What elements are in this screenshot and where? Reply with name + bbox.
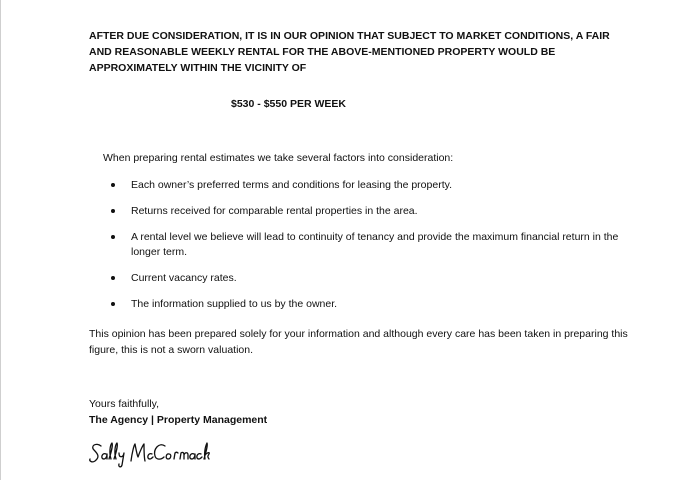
factor-text: Current vacancy rates. — [131, 272, 237, 284]
disclaimer-text: This opinion has been prepared solely for your information and although every care has been taken in preparing this figure, this is not a sworn valuation. — [89, 328, 628, 356]
factor-item — [103, 271, 633, 286]
rental-estimate-range: $530 - $550 PER WEEK — [231, 98, 346, 110]
handwritten-signature — [87, 437, 217, 471]
bullet-icon — [111, 209, 115, 213]
bullet-icon — [111, 302, 115, 306]
factors-list — [103, 178, 633, 323]
factor-item — [103, 204, 633, 219]
factor-item — [103, 297, 633, 312]
closing-salutation: Yours faithfully, — [89, 398, 160, 410]
bullet-icon — [111, 183, 115, 187]
bullet-icon — [111, 235, 115, 239]
rental-opinion-statement: AFTER DUE CONSIDERATION, IT IS IN OUR OPINION THAT SUBJECT TO MARKET CONDITIONS, A FAIR AND REASONABLE WEEKLY RENTAL FOR THE ABOVE-MENTIONED PROPERTY WOULD BE APPROXIMATELY WITHIN THE VICINITY OF — [89, 30, 610, 74]
factor-text: Returns received for comparable rental properties in the area. — [131, 205, 418, 217]
factor-text: Each owner’s preferred terms and conditions for leasing the property. — [131, 179, 453, 191]
factors-intro: When preparing rental estimates we take several factors into consideration: — [103, 152, 454, 164]
signer-name: The Agency | Property Management — [89, 414, 268, 426]
factor-text: The information supplied to us by the owner. — [131, 298, 338, 310]
factor-text: A rental level we believe will lead to continuity of tenancy and provide the maximum financial return in the longer term. — [131, 231, 619, 258]
factor-item — [103, 230, 633, 260]
factor-item — [103, 178, 633, 193]
bullet-icon — [111, 276, 115, 280]
